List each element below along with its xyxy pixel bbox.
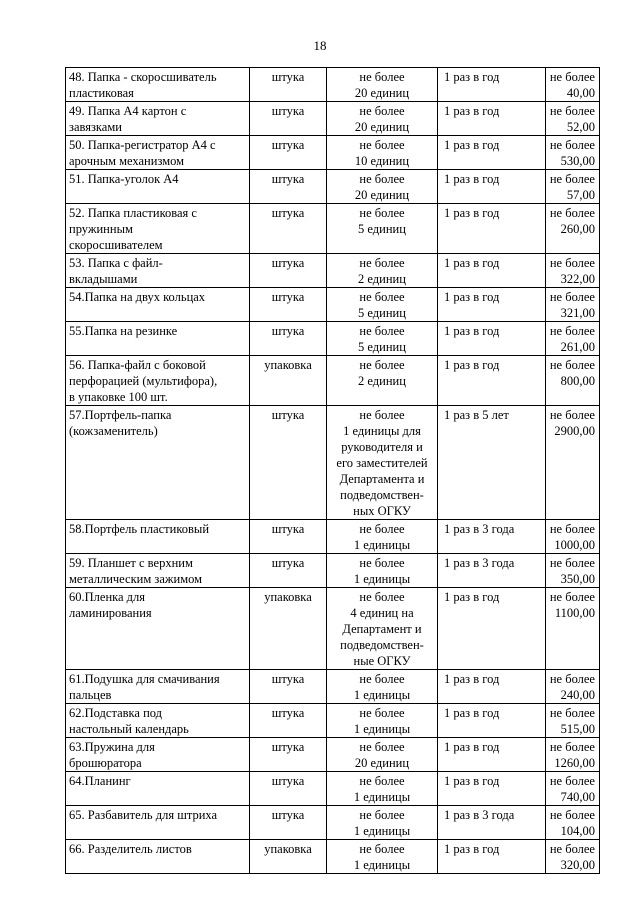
item-name: 64.Планинг xyxy=(69,774,131,788)
price-limit: не более 321,00 xyxy=(549,290,595,320)
quantity-limit-cell xyxy=(327,102,438,136)
frequency: 1 раз в год xyxy=(444,590,500,604)
frequency: 1 раз в год xyxy=(444,740,500,754)
quantity-limit: не более 1 единицы xyxy=(353,706,411,736)
price-limit-cell xyxy=(546,588,600,670)
item-name-cell xyxy=(66,806,250,840)
quantity-limit-cell xyxy=(327,204,438,254)
item-name: 52. Папка пластиковая с пружинным скоросшивателем xyxy=(69,206,197,252)
quantity-limit: не более 20 единиц xyxy=(354,104,410,134)
frequency-cell xyxy=(438,170,546,204)
price-limit-cell xyxy=(546,254,600,288)
unit-cell xyxy=(250,704,327,738)
frequency: 1 раз в год xyxy=(444,842,500,856)
item-name-cell xyxy=(66,170,250,204)
quantity-limit-cell xyxy=(327,68,438,102)
quantity-limit: не более 2 единиц xyxy=(358,358,406,388)
price-limit-cell xyxy=(546,204,600,254)
quantity-limit-cell xyxy=(327,254,438,288)
unit-cell xyxy=(250,68,327,102)
quantity-limit-cell xyxy=(327,554,438,588)
price-limit-cell xyxy=(546,406,600,520)
item-name: 60.Пленка для ламинирования xyxy=(69,590,152,620)
quantity-limit: не более 2 единиц xyxy=(358,256,406,286)
frequency-cell xyxy=(438,840,546,874)
quantity-limit-cell xyxy=(327,288,438,322)
price-limit-cell xyxy=(546,520,600,554)
unit-cell xyxy=(250,254,327,288)
unit-cell xyxy=(250,738,327,772)
unit-cell xyxy=(250,840,327,874)
quantity-limit: не более 20 единиц xyxy=(354,70,410,100)
price-limit: не более 320,00 xyxy=(549,842,595,872)
quantity-limit-cell xyxy=(327,772,438,806)
frequency-cell xyxy=(438,772,546,806)
price-limit: не более 515,00 xyxy=(549,706,595,736)
table-row xyxy=(66,204,600,254)
frequency-cell xyxy=(438,68,546,102)
item-name: 55.Папка на резинке xyxy=(69,324,178,338)
frequency-cell xyxy=(438,670,546,704)
unit-cell xyxy=(250,170,327,204)
table-row xyxy=(66,704,600,738)
price-limit: не более 350,00 xyxy=(549,556,595,586)
frequency-cell xyxy=(438,704,546,738)
table-row xyxy=(66,170,600,204)
frequency: 1 раз в год xyxy=(444,358,500,372)
item-name-cell xyxy=(66,204,250,254)
unit-cell xyxy=(250,356,327,406)
quantity-limit: не более 5 единиц xyxy=(358,324,406,354)
item-name: 54.Папка на двух кольцах xyxy=(69,290,206,304)
supplies-table-body xyxy=(66,68,600,874)
item-name: 56. Папка-файл с боковой перфорацией (мультифора), в упаковке 100 шт. xyxy=(69,358,218,404)
unit: штука xyxy=(271,740,305,754)
item-name: 62.Подставка под настольный календарь xyxy=(69,706,189,736)
unit: штука xyxy=(271,206,305,220)
price-limit: не более 800,00 xyxy=(549,358,595,388)
unit-cell xyxy=(250,520,327,554)
item-name: 48. Папка - скоросшиватель пластиковая xyxy=(69,70,217,100)
frequency: 1 раз в 3 года xyxy=(444,522,515,536)
item-name: 59. Планшет с верхним металлическим зажимом xyxy=(69,556,203,586)
price-limit-cell xyxy=(546,68,600,102)
price-limit: не более 57,00 xyxy=(549,172,595,202)
frequency-cell xyxy=(438,554,546,588)
frequency: 1 раз в год xyxy=(444,256,500,270)
frequency: 1 раз в год xyxy=(444,138,500,152)
item-name: 66. Разделитель листов xyxy=(69,842,192,856)
quantity-limit: не более 1 единицы для руководителя и его заместителей Департамента и подведомствен- ных ОГКУ xyxy=(336,408,428,518)
price-limit: не более 1100,00 xyxy=(549,590,595,620)
price-limit-cell xyxy=(546,840,600,874)
quantity-limit: не более 1 единицы xyxy=(353,556,411,586)
item-name: 65. Разбавитель для штриха xyxy=(69,808,218,822)
quantity-limit: не более 1 единицы xyxy=(353,522,411,552)
price-limit: не более 1000,00 xyxy=(549,522,595,552)
table-row xyxy=(66,554,600,588)
unit: штука xyxy=(271,706,305,720)
price-limit-cell xyxy=(546,102,600,136)
table-row xyxy=(66,356,600,406)
item-name: 50. Папка-регистратор А4 с арочным механизмом xyxy=(69,138,216,168)
quantity-limit-cell xyxy=(327,520,438,554)
item-name-cell xyxy=(66,704,250,738)
price-limit-cell xyxy=(546,738,600,772)
frequency-cell xyxy=(438,204,546,254)
unit: штука xyxy=(271,104,305,118)
frequency: 1 раз в год xyxy=(444,290,500,304)
frequency-cell xyxy=(438,136,546,170)
unit: штука xyxy=(271,808,305,822)
unit: штука xyxy=(271,70,305,84)
quantity-limit: не более 20 единиц xyxy=(354,172,410,202)
page-number: 18 xyxy=(313,38,327,53)
quantity-limit: не более 5 единиц xyxy=(358,290,406,320)
quantity-limit: не более 10 единиц xyxy=(354,138,410,168)
item-name: 61.Подушка для смачивания пальцев xyxy=(69,672,220,702)
quantity-limit-cell xyxy=(327,588,438,670)
table-row xyxy=(66,670,600,704)
item-name-cell xyxy=(66,406,250,520)
item-name-cell xyxy=(66,136,250,170)
price-limit: не более 530,00 xyxy=(549,138,595,168)
frequency: 1 раз в 3 года xyxy=(444,808,515,822)
unit-cell xyxy=(250,588,327,670)
supplies-table xyxy=(65,67,600,874)
price-limit: не более 40,00 xyxy=(549,70,595,100)
unit: штука xyxy=(271,138,305,152)
item-name: 58.Портфель пластиковый xyxy=(69,522,210,536)
frequency-cell xyxy=(438,102,546,136)
table-row xyxy=(66,588,600,670)
quantity-limit: не более 1 единицы xyxy=(353,842,411,872)
frequency: 1 раз в год xyxy=(444,206,500,220)
unit-cell xyxy=(250,288,327,322)
table-row xyxy=(66,322,600,356)
unit: штука xyxy=(271,324,305,338)
quantity-limit: не более 4 единиц на Департамент и подведомствен- ные ОГКУ xyxy=(340,590,424,668)
frequency-cell xyxy=(438,588,546,670)
unit-cell xyxy=(250,772,327,806)
price-limit: не более 104,00 xyxy=(549,808,595,838)
unit: штука xyxy=(271,256,305,270)
quantity-limit: не более 1 единицы xyxy=(353,774,411,804)
frequency: 1 раз в год xyxy=(444,324,500,338)
quantity-limit-cell xyxy=(327,136,438,170)
price-limit: не более 240,00 xyxy=(549,672,595,702)
unit: штука xyxy=(271,172,305,186)
quantity-limit-cell xyxy=(327,738,438,772)
quantity-limit-cell xyxy=(327,322,438,356)
price-limit-cell xyxy=(546,670,600,704)
unit: штука xyxy=(271,522,305,536)
frequency-cell xyxy=(438,738,546,772)
item-name-cell xyxy=(66,554,250,588)
price-limit-cell xyxy=(546,772,600,806)
quantity-limit-cell xyxy=(327,670,438,704)
unit: штука xyxy=(271,774,305,788)
table-row xyxy=(66,254,600,288)
unit-cell xyxy=(250,322,327,356)
frequency: 1 раз в 3 года xyxy=(444,556,515,570)
price-limit: не более 261,00 xyxy=(549,324,595,354)
table-row xyxy=(66,520,600,554)
item-name: 51. Папка-уголок А4 xyxy=(69,172,179,186)
frequency-cell xyxy=(438,356,546,406)
quantity-limit-cell xyxy=(327,406,438,520)
unit-cell xyxy=(250,406,327,520)
frequency-cell xyxy=(438,322,546,356)
unit: штука xyxy=(271,408,305,422)
item-name-cell xyxy=(66,840,250,874)
frequency: 1 раз в 5 лет xyxy=(444,408,509,422)
frequency: 1 раз в год xyxy=(444,70,500,84)
item-name-cell xyxy=(66,68,250,102)
item-name-cell xyxy=(66,588,250,670)
unit: упаковка xyxy=(264,358,312,372)
quantity-limit: не более 1 единицы xyxy=(353,808,411,838)
unit: штука xyxy=(271,556,305,570)
quantity-limit-cell xyxy=(327,704,438,738)
item-name-cell xyxy=(66,356,250,406)
unit-cell xyxy=(250,102,327,136)
price-limit-cell xyxy=(546,704,600,738)
table-row xyxy=(66,288,600,322)
frequency: 1 раз в год xyxy=(444,172,500,186)
frequency-cell xyxy=(438,406,546,520)
table-row xyxy=(66,772,600,806)
item-name-cell xyxy=(66,772,250,806)
item-name-cell xyxy=(66,520,250,554)
unit-cell xyxy=(250,670,327,704)
price-limit-cell xyxy=(546,170,600,204)
item-name-cell xyxy=(66,670,250,704)
item-name: 53. Папка с файл- вкладышами xyxy=(69,256,163,286)
unit-cell xyxy=(250,554,327,588)
price-limit-cell xyxy=(546,806,600,840)
unit: штука xyxy=(271,672,305,686)
quantity-limit: не более 1 единицы xyxy=(353,672,411,702)
item-name-cell xyxy=(66,288,250,322)
quantity-limit-cell xyxy=(327,806,438,840)
price-limit-cell xyxy=(546,356,600,406)
quantity-limit-cell xyxy=(327,840,438,874)
unit: штука xyxy=(271,290,305,304)
frequency: 1 раз в год xyxy=(444,672,500,686)
table-row xyxy=(66,738,600,772)
item-name-cell xyxy=(66,322,250,356)
frequency-cell xyxy=(438,520,546,554)
price-limit: не более 740,00 xyxy=(549,774,595,804)
table-row xyxy=(66,136,600,170)
item-name-cell xyxy=(66,254,250,288)
table-row xyxy=(66,406,600,520)
unit-cell xyxy=(250,806,327,840)
quantity-limit-cell xyxy=(327,170,438,204)
item-name: 57.Портфель-папка (кожзаменитель) xyxy=(69,408,172,438)
price-limit-cell xyxy=(546,554,600,588)
table-row xyxy=(66,840,600,874)
frequency: 1 раз в год xyxy=(444,706,500,720)
price-limit: не более 322,00 xyxy=(549,256,595,286)
frequency: 1 раз в год xyxy=(444,104,500,118)
quantity-limit: не более 5 единиц xyxy=(358,206,406,236)
price-limit: не более 1260,00 xyxy=(549,740,595,770)
unit-cell xyxy=(250,136,327,170)
item-name: 63.Пружина для брошюратора xyxy=(69,740,155,770)
frequency-cell xyxy=(438,288,546,322)
item-name: 49. Папка А4 картон с завязками xyxy=(69,104,187,134)
price-limit-cell xyxy=(546,288,600,322)
price-limit-cell xyxy=(546,322,600,356)
quantity-limit-cell xyxy=(327,356,438,406)
frequency: 1 раз в год xyxy=(444,774,500,788)
table-row xyxy=(66,102,600,136)
table-row xyxy=(66,68,600,102)
quantity-limit: не более 20 единиц xyxy=(354,740,410,770)
unit: упаковка xyxy=(264,842,312,856)
price-limit: не более 260,00 xyxy=(549,206,595,236)
unit-cell xyxy=(250,204,327,254)
price-limit-cell xyxy=(546,136,600,170)
price-limit: не более 2900,00 xyxy=(549,408,595,438)
frequency-cell xyxy=(438,806,546,840)
item-name-cell xyxy=(66,102,250,136)
frequency-cell xyxy=(438,254,546,288)
item-name-cell xyxy=(66,738,250,772)
unit: упаковка xyxy=(264,590,312,604)
table-row xyxy=(66,806,600,840)
price-limit: не более 52,00 xyxy=(549,104,595,134)
